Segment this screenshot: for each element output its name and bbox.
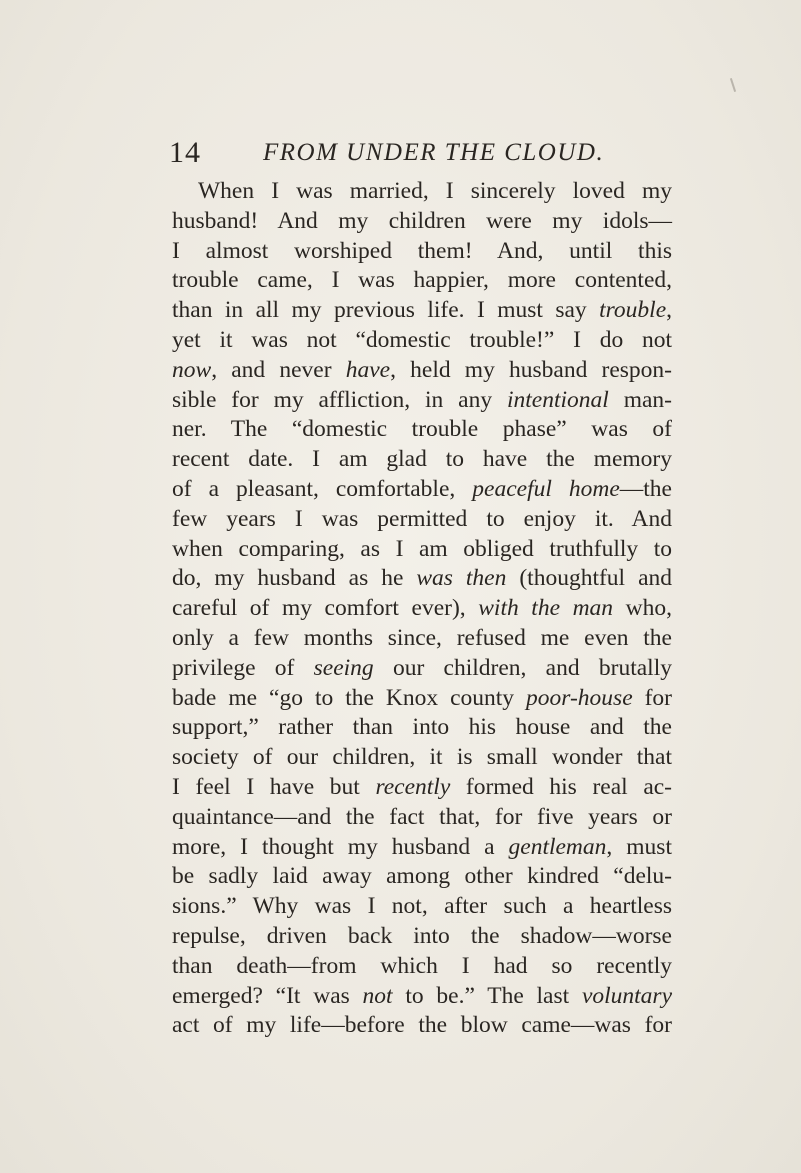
- text-line: I feel I have but recently formed his real ac-: [172, 773, 673, 800]
- text-line: recent date. I am glad to have the memory: [172, 446, 672, 473]
- text-line: emerged? “It was not to be.” The last voluntary: [172, 982, 673, 1009]
- text-line: few years I was permitted to enjoy it. And: [172, 505, 672, 532]
- stray-mark: [730, 78, 736, 92]
- text-line: now, and never have, held my husband respon-: [172, 356, 672, 383]
- text-line: act of my life—before the blow came—was for: [172, 1012, 672, 1039]
- text-line: trouble came, I was happier, more contented,: [172, 267, 672, 294]
- text-line: sible for my affliction, in any intentional man-: [172, 386, 672, 413]
- text-line: repulse, driven back into the shadow—worse: [172, 922, 672, 949]
- text-line: bade me “go to the Knox county poor-house for: [172, 684, 673, 711]
- text-line: sions.” Why was I not, after such a heartless: [172, 893, 672, 920]
- text-line: yet it was not “domestic trouble!” I do not: [172, 326, 672, 353]
- text-line: more, I thought my husband a gentleman, must: [172, 833, 672, 860]
- text-line: than in all my previous life. I must say trouble,: [172, 297, 672, 324]
- text-line: when comparing, as I am obliged truthfully to: [172, 535, 672, 562]
- text-line: ner. The “domestic trouble phase” was of: [172, 416, 672, 443]
- text-line: privilege of seeing our children, and brutally: [172, 654, 672, 681]
- text-line: careful of my comfort ever), with the man who,: [172, 595, 672, 622]
- running-title: FROM UNDER THE CLOUD.: [263, 139, 605, 166]
- text-line: of a pleasant, comfortable, peaceful home—the: [172, 475, 672, 502]
- text-line: society of our children, it is small wonder that: [172, 744, 672, 771]
- text-line: I almost worshiped them! And, until this: [172, 237, 672, 264]
- body-paragraph: [172, 177, 672, 1041]
- text-line: be sadly laid away among other kindred “delu-: [172, 863, 672, 890]
- running-head: [169, 136, 639, 172]
- page-number: 14: [169, 136, 201, 169]
- text-line: When I was married, I sincerely loved my: [198, 178, 672, 204]
- text-line: only a few months since, refused me even the: [172, 624, 672, 651]
- text-line: than death—from which I had so recently: [172, 952, 672, 979]
- text-line: quaintance—and the fact that, for five years or: [172, 803, 672, 830]
- text-line: husband! And my children were my idols—: [172, 207, 672, 234]
- text-line: do, my husband as he was then (thoughtful and: [172, 565, 672, 592]
- text-line: support,” rather than into his house and the: [172, 714, 672, 741]
